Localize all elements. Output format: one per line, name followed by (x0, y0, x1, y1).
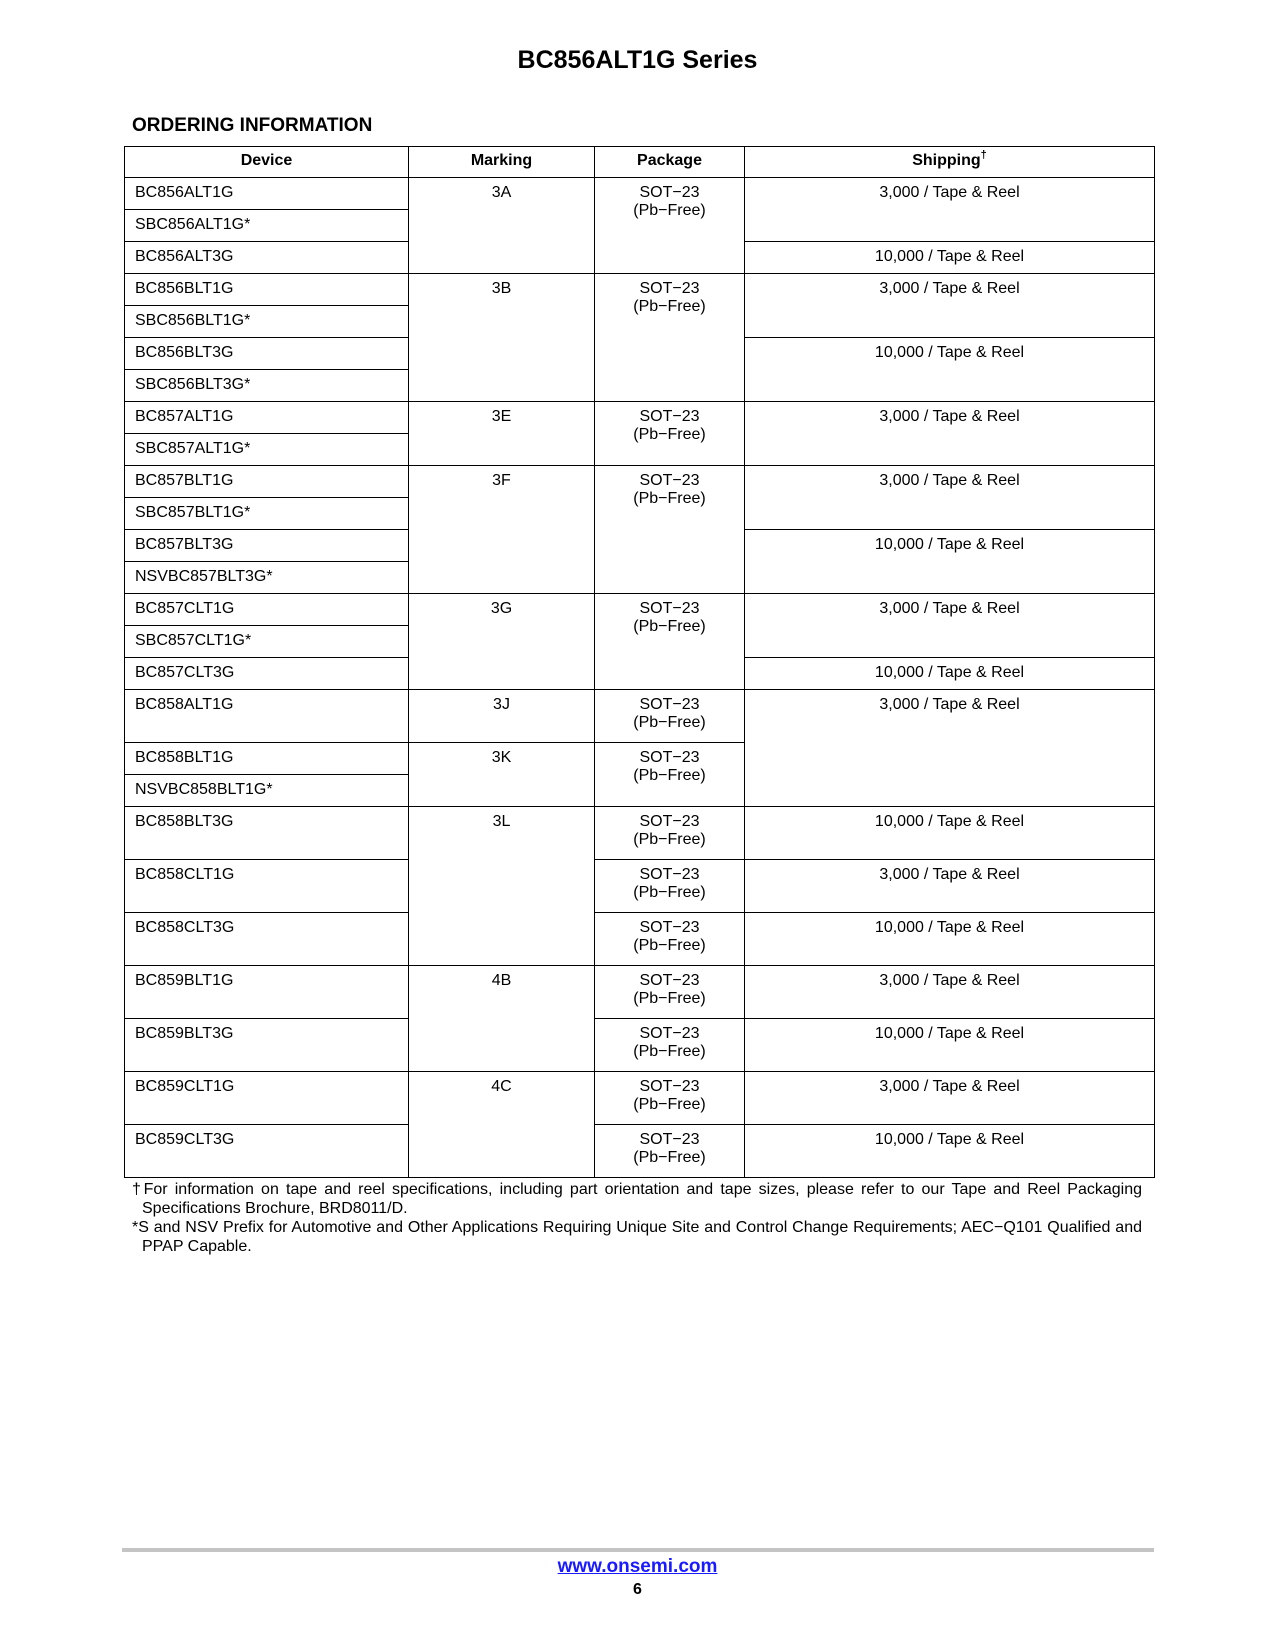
package-line1: SOT−23 (639, 1131, 700, 1148)
shipping-cell: 3,000 / Tape & Reel (745, 402, 1155, 466)
package-line1: SOT−23 (639, 600, 700, 617)
shipping-cell: 10,000 / Tape & Reel (745, 658, 1155, 690)
device-cell: SBC857ALT1G* (125, 434, 409, 466)
footnote-asterisk: *S and NSV Prefix for Automotive and Other Applications Requiring Unique Site and Control Change Requirements; AEC−Q101 Qualified and PPAP Capable. (132, 1219, 1142, 1255)
header-marking: Marking (409, 147, 595, 178)
device-cell: BC858BLT3G (125, 807, 409, 860)
device-cell: NSVBC857BLT3G* (125, 562, 409, 594)
package-cell (595, 1072, 745, 1125)
header-package: Package (595, 147, 745, 178)
package-line2: (Pb−Free) (633, 990, 706, 1007)
package-line2: (Pb−Free) (633, 884, 706, 901)
device-cell: SBC856BLT3G* (125, 370, 409, 402)
marking-cell: 3J (409, 690, 595, 743)
package-line2: (Pb−Free) (633, 831, 706, 848)
package-line2: (Pb−Free) (633, 618, 706, 635)
package-cell (595, 402, 745, 466)
marking-cell: 4B (409, 966, 595, 1072)
package-line2: (Pb−Free) (633, 426, 706, 443)
package-line2: (Pb−Free) (633, 937, 706, 954)
package-cell (595, 466, 745, 594)
device-cell: BC857BLT1G (125, 466, 409, 498)
package-line1: SOT−23 (639, 813, 700, 830)
device-cell: BC857ALT1G (125, 402, 409, 434)
shipping-cell: 3,000 / Tape & Reel (745, 466, 1155, 530)
package-line2: (Pb−Free) (633, 490, 706, 507)
shipping-cell: 3,000 / Tape & Reel (745, 274, 1155, 338)
package-cell (595, 807, 745, 860)
package-line1: SOT−23 (639, 1025, 700, 1042)
device-cell: BC857CLT3G (125, 658, 409, 690)
device-cell: BC856BLT3G (125, 338, 409, 370)
footnotes (132, 1180, 1142, 1256)
footnote-dagger: †For information on tape and reel specifications, including part orientation and tape sizes, please refer to our Tape and Reel Packaging Specifications Brochure, BRD8011/D. (132, 1181, 1142, 1217)
package-line2: (Pb−Free) (633, 1043, 706, 1060)
package-cell (595, 743, 745, 807)
page-number: 6 (633, 1581, 642, 1598)
package-cell (595, 913, 745, 966)
device-cell: SBC856BLT1G* (125, 306, 409, 338)
marking-cell: 3A (409, 178, 595, 274)
footer (0, 1556, 1275, 1578)
package-line2: (Pb−Free) (633, 1149, 706, 1166)
package-cell (595, 860, 745, 913)
shipping-cell: 3,000 / Tape & Reel (745, 1072, 1155, 1125)
shipping-cell: 10,000 / Tape & Reel (745, 242, 1155, 274)
device-cell: SBC857BLT1G* (125, 498, 409, 530)
header-device: Device (125, 147, 409, 178)
device-cell: BC857BLT3G (125, 530, 409, 562)
shipping-cell: 3,000 / Tape & Reel (745, 966, 1155, 1019)
shipping-cell: 10,000 / Tape & Reel (745, 1125, 1155, 1178)
device-cell: BC859CLT1G (125, 1072, 409, 1125)
package-line1: SOT−23 (639, 280, 700, 297)
package-cell (595, 274, 745, 402)
footer-divider (122, 1548, 1154, 1552)
marking-cell: 3E (409, 402, 595, 466)
page-title: BC856ALT1G Series (517, 46, 758, 74)
package-line1: SOT−23 (639, 472, 700, 489)
shipping-cell: 3,000 / Tape & Reel (745, 594, 1155, 658)
package-line2: (Pb−Free) (633, 1096, 706, 1113)
device-cell: BC858CLT1G (125, 860, 409, 913)
header-shipping-label: Shipping (912, 152, 981, 169)
device-cell: BC858ALT1G (125, 690, 409, 743)
device-cell: BC856BLT1G (125, 274, 409, 306)
website-link[interactable]: www.onsemi.com (557, 1556, 718, 1577)
package-line1: SOT−23 (639, 866, 700, 883)
package-cell (595, 966, 745, 1019)
package-cell (595, 690, 745, 743)
package-line2: (Pb−Free) (633, 714, 706, 731)
shipping-cell: 10,000 / Tape & Reel (745, 807, 1155, 860)
device-cell: BC859CLT3G (125, 1125, 409, 1178)
package-cell (595, 1019, 745, 1072)
shipping-cell: 3,000 / Tape & Reel (745, 178, 1155, 242)
shipping-cell: 3,000 / Tape & Reel (745, 690, 1155, 807)
package-line2: (Pb−Free) (633, 767, 706, 784)
package-cell (595, 1125, 745, 1178)
marking-cell: 3K (409, 743, 595, 807)
dagger-mark: † (980, 149, 987, 161)
device-cell: BC858BLT1G (125, 743, 409, 775)
device-cell: BC856ALT1G (125, 178, 409, 210)
shipping-cell: 10,000 / Tape & Reel (745, 1019, 1155, 1072)
shipping-cell: 10,000 / Tape & Reel (745, 530, 1155, 594)
package-cell (595, 594, 745, 690)
marking-cell: 3G (409, 594, 595, 690)
shipping-cell: 10,000 / Tape & Reel (745, 338, 1155, 402)
package-line1: SOT−23 (639, 919, 700, 936)
marking-cell: 3B (409, 274, 595, 402)
package-line1: SOT−23 (639, 696, 700, 713)
ordering-table (124, 146, 1155, 1178)
device-cell: BC857CLT1G (125, 594, 409, 626)
package-line1: SOT−23 (639, 972, 700, 989)
shipping-cell: 10,000 / Tape & Reel (745, 913, 1155, 966)
device-cell: BC858CLT3G (125, 913, 409, 966)
device-cell: BC859BLT3G (125, 1019, 409, 1072)
package-line1: SOT−23 (639, 1078, 700, 1095)
package-line1: SOT−23 (639, 184, 700, 201)
marking-cell: 4C (409, 1072, 595, 1178)
package-line1: SOT−23 (639, 749, 700, 766)
device-cell: SBC857CLT1G* (125, 626, 409, 658)
device-cell: BC859BLT1G (125, 966, 409, 1019)
marking-cell: 3L (409, 807, 595, 966)
table-header-row (125, 147, 1155, 178)
section-title: ORDERING INFORMATION (132, 115, 373, 136)
device-cell: NSVBC858BLT1G* (125, 775, 409, 807)
header-shipping (745, 147, 1155, 178)
shipping-cell: 3,000 / Tape & Reel (745, 860, 1155, 913)
device-cell: BC856ALT3G (125, 242, 409, 274)
package-line2: (Pb−Free) (633, 298, 706, 315)
package-line2: (Pb−Free) (633, 202, 706, 219)
package-cell (595, 178, 745, 274)
marking-cell: 3F (409, 466, 595, 594)
package-line1: SOT−23 (639, 408, 700, 425)
device-cell: SBC856ALT1G* (125, 210, 409, 242)
